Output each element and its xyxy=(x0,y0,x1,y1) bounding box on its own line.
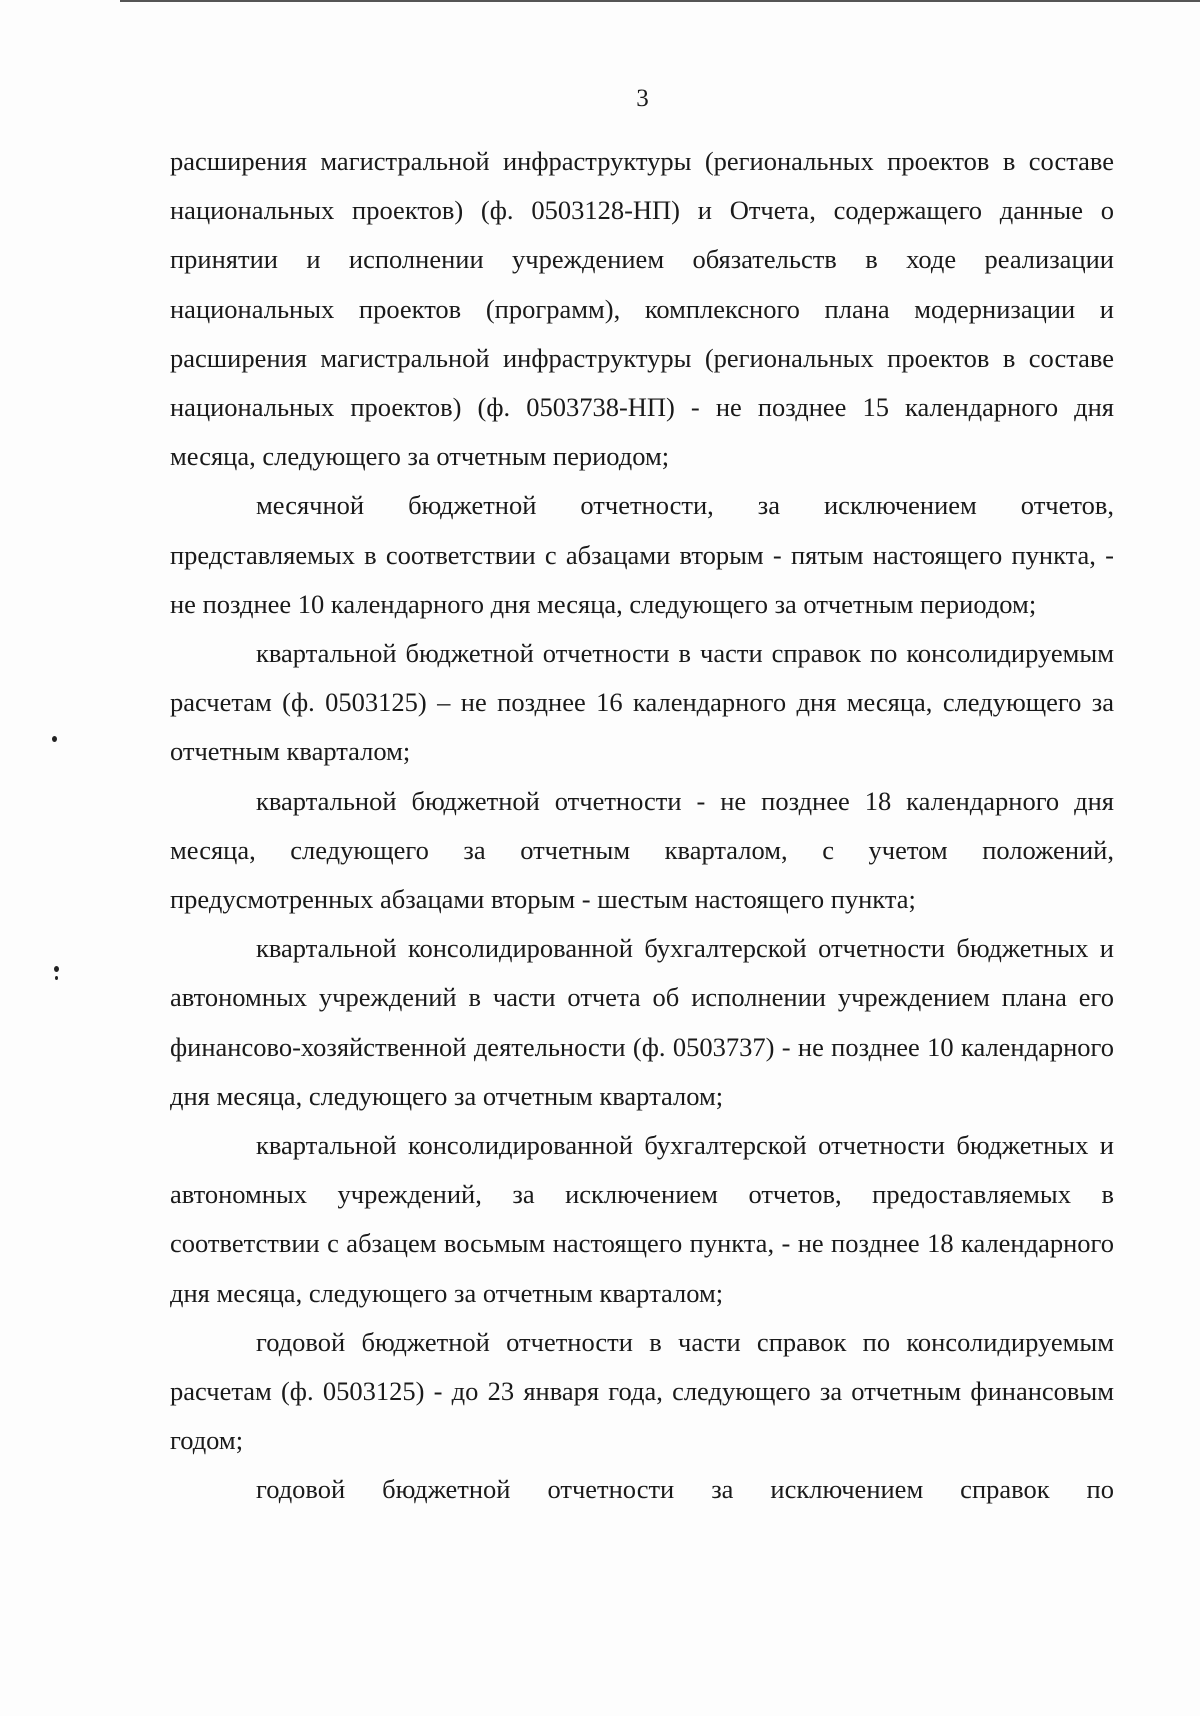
paragraph-quarterly-reporting: квартальной бюджетной отчетности - не позднее 18 календарного дня месяца, следующего за отчетным кварталом, с учетом положений, предусмотренных абзацами вторым - шестым настоящего пункта; xyxy=(170,785,1114,915)
paragraph-continued: расширения магистральной инфраструктуры (региональных проектов в составе национальных проектов) (ф. 0503128-НП) и Отчета, содержащего данные о принятии и исполнении учреждением обязательств в ходе реализации национальных проектов (программ), комплексного плана модернизации и расширения магистральной инфраструктуры (региональных проектов в составе национальных проектов) (ф. 0503738-НП) - не позднее 15 календарного дня месяца, следующего за отчетным периодом; xyxy=(170,146,1114,472)
scan-speck xyxy=(52,736,57,742)
paragraph-monthly-reporting: месячной бюджетной отчетности, за исключением отчетов, представляемых в соответствии с абзацами вторым - пятым настоящего пункта, - не позднее 10 календарного дня месяца, следующего за отчетным периодом; xyxy=(170,490,1114,619)
top-edge-rule xyxy=(120,0,1200,2)
scan-speck xyxy=(55,976,58,980)
paragraph-quarterly-plan-execution: квартальной консолидированной бухгалтерской отчетности бюджетных и автономных учреждений в части отчета об исполнении учреждением плана его финансово-хозяйственной деятельности (ф. 0503737) - не позднее 10 календарного дня месяца, следующего за отчетным кварталом; xyxy=(170,933,1114,1111)
paragraph-quarterly-accounting: квартальной консолидированной бухгалтерской отчетности бюджетных и автономных учреждений, за исключением отчетов, предоставляемых в соответствии с абзацем восьмым настоящего пункта, - не позднее 18 календарного дня месяца, следующего за отчетным кварталом; xyxy=(170,1130,1114,1308)
scan-speck xyxy=(54,966,59,972)
page-number: 3 xyxy=(636,85,649,112)
document-body xyxy=(170,137,1114,1515)
paragraph-quarterly-consolidated-settlements: квартальной бюджетной отчетности в части справок по консолидируемым расчетам (ф. 0503125) – не позднее 16 календарного дня месяца, следующего за отчетным кварталом; xyxy=(170,638,1114,767)
paragraph-annual-reporting: годовой бюджетной отчетности за исключением справок по xyxy=(256,1474,1114,1505)
paragraph-annual-settlements: годовой бюджетной отчетности в части справок по консолидируемым расчетам (ф. 0503125) - до 23 января года, следующего за отчетным финансовым годом; xyxy=(170,1326,1114,1456)
